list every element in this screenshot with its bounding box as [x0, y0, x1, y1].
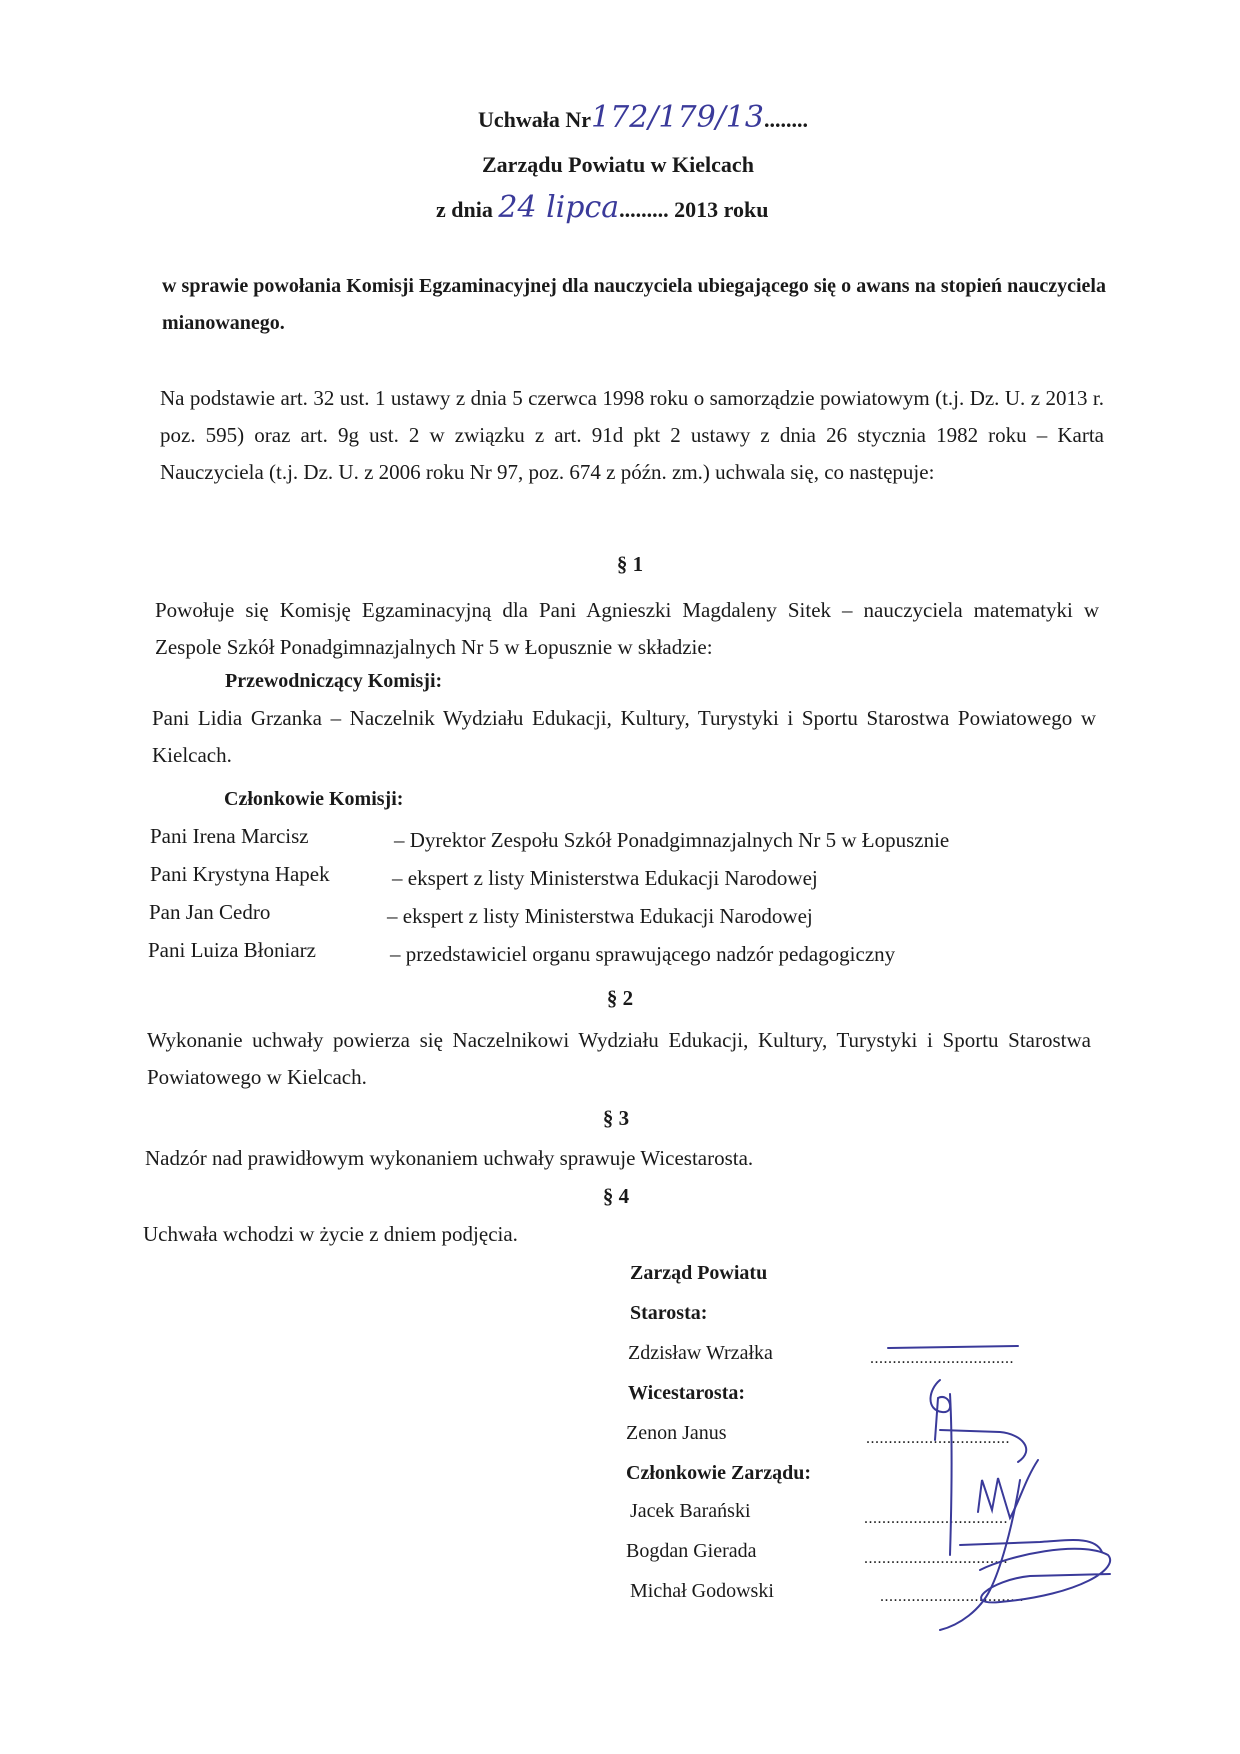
member-name: Pan Jan Cedro — [149, 900, 271, 924]
date-line — [436, 190, 769, 225]
handwritten-signatures — [840, 1340, 1140, 1640]
section-4-text: Uchwała wchodzi w życie z dniem podjęcia. — [143, 1222, 518, 1246]
member-row — [150, 824, 309, 849]
section-4-heading: § 4 — [602, 1184, 630, 1208]
title-prefix: Uchwała Nr — [478, 107, 592, 132]
section-2-text: Wykonanie uchwały powierza się Naczelnikowi Wydziału Edukacji, Kultury, Turystyki i Sportu Starostwa Powiatowego w Kielcach. — [147, 1028, 1091, 1089]
members-heading: Członkowie Komisji: — [224, 788, 404, 810]
member-row — [148, 938, 316, 963]
section-3-heading: § 3 — [602, 1106, 630, 1130]
title-dots: ........ — [763, 107, 808, 132]
member-role: – ekspert z listy Ministerstwa Edukacji Narodowej — [387, 904, 813, 928]
section-1-text: Powołuje się Komisję Egzaminacyjną dla Pani Agnieszki Magdaleny Sitek – nauczyciela matematyki w Zespole Szkół Ponadgimnazjalnych Nr 5 w Łopusznie w składzie: — [155, 598, 1099, 659]
handwritten-resolution-number: 172/179/13 — [591, 100, 764, 135]
section-3-text: Nadzór nad prawidłowym wykonaniem uchwały sprawuje Wicestarosta. — [145, 1146, 754, 1170]
chair-heading: Przewodniczący Komisji: — [225, 670, 443, 692]
member-signature-stroke — [960, 1540, 1102, 1552]
member-row — [149, 900, 270, 925]
starosta-name: Zdzisław Wrzałka — [628, 1342, 773, 1364]
vice-name: Zenon Janus — [626, 1422, 727, 1444]
starosta-signature — [888, 1346, 1018, 1348]
starosta-label: Starosta: — [630, 1302, 708, 1324]
member-signature-stroke — [980, 1549, 1110, 1603]
board-member-name: Bogdan Gierada — [626, 1540, 757, 1562]
member-name: Pani Luiza Błoniarz — [148, 938, 316, 962]
issuer-line: Zarządu Powiatu w Kielcach — [482, 152, 754, 177]
member-signature — [978, 1460, 1038, 1518]
board-heading: Zarząd Powiatu — [630, 1262, 768, 1284]
member-role: – ekspert z listy Ministerstwa Edukacji Narodowej — [392, 866, 818, 890]
signature-line: ................................ — [864, 1510, 1008, 1527]
board-member-name: Jacek Barański — [630, 1500, 751, 1522]
vice-signature-stroke — [940, 1430, 1026, 1462]
section-1-heading: § 1 — [616, 552, 644, 576]
vice-label: Wicestarosta: — [628, 1382, 746, 1404]
signature-line: ................................ — [870, 1350, 1014, 1367]
member-name: Pani Krystyna Hapek — [150, 862, 330, 886]
chair-text: Pani Lidia Grzanka – Naczelnik Wydziału Edukacji, Kultury, Turystyki i Sportu Starostwa Powiatowego w Kielcach. — [152, 706, 1096, 767]
date-dots: ......... — [619, 197, 669, 222]
signature-line: ................................ — [880, 1588, 1024, 1605]
signature-line: ................................ — [864, 1550, 1008, 1567]
date-prefix: z dnia — [436, 197, 493, 222]
member-name: Pani Irena Marcisz — [150, 824, 309, 848]
legal-basis: Na podstawie art. 32 ust. 1 ustawy z dnia 5 czerwca 1998 roku o samorządzie powiatowym (t.j. Dz. U. z 2013 r. poz. 595) oraz art. 9g ust. 2 w związku z art. 91d pkt 2 ustawy z dnia 26 stycznia 1982 roku – Karta Nauczyciela (t.j. Dz. U. z 2006 roku Nr 97, poz. 674 z późn. zm.) uchwala się, co następuje: — [160, 386, 1104, 484]
section-2-heading: § 2 — [606, 986, 634, 1010]
handwritten-date: 24 lipca — [498, 190, 620, 225]
date-suffix: 2013 roku — [674, 197, 769, 222]
member-role: – przedstawiciel organu sprawującego nadzór pedagogiczny — [390, 942, 896, 966]
vice-signature-stroke — [950, 1394, 952, 1555]
member-role: – Dyrektor Zespołu Szkół Ponadgimnazjalnych Nr 5 w Łopusznie — [394, 828, 950, 852]
resolution-subject: w sprawie powołania Komisji Egzaminacyjnej dla nauczyciela ubiegającego się o awans na stopień nauczyciela mianowanego. — [162, 275, 1106, 334]
signature-line: ................................ — [866, 1430, 1010, 1447]
board-members-label: Członkowie Zarządu: — [626, 1462, 811, 1484]
resolution-title — [478, 100, 808, 135]
board-member-name: Michał Godowski — [630, 1580, 774, 1602]
member-row — [150, 862, 330, 887]
